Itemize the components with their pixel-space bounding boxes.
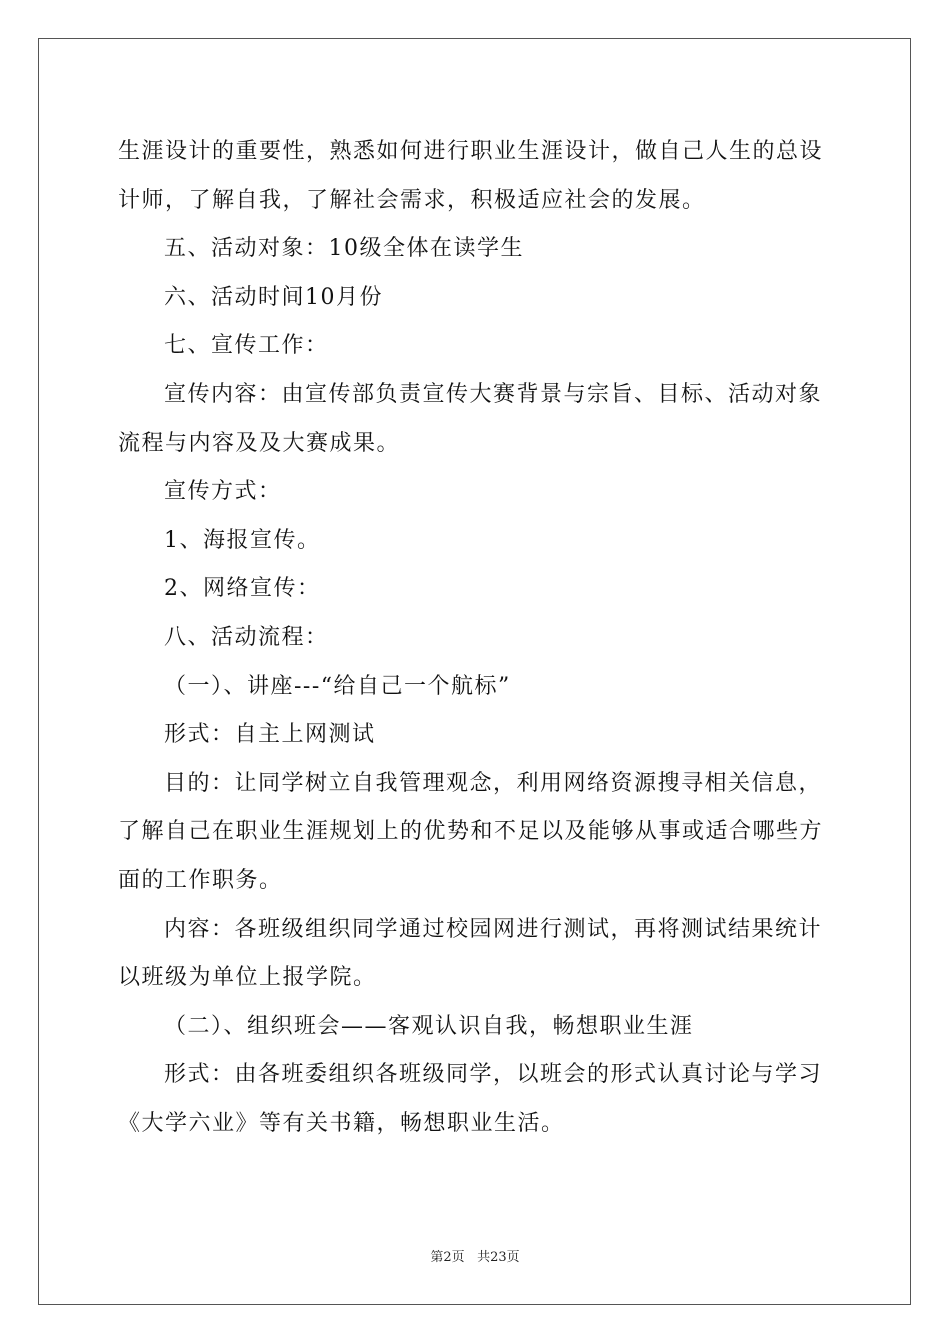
text-line: 形式：由各班委组织各班级同学，以班会的形式认真讨论与学习 [164, 1062, 823, 1088]
text-line: 生涯设计的重要性，熟悉如何进行职业生涯设计，做自己人生的总设 [118, 139, 824, 164]
text-line: 2、网络宣传： [164, 576, 321, 602]
text-line: 了解自己在职业生涯规划上的优势和不足以及能够从事或适合哪些方 [118, 819, 824, 845]
text-line: （一）、讲座---“给自己一个航标” [164, 673, 511, 699]
text-line: 形式：自主上网测试 [164, 722, 376, 748]
text-line: 宣传内容：由宣传部负责宣传大赛背景与宗旨、目标、活动对象 [164, 381, 823, 407]
text-line: 流程与内容及及大赛成果。 [118, 430, 401, 456]
text-line: 目的：让同学树立自我管理观念，利用网络资源搜寻相关信息， [164, 770, 823, 796]
page-total: 共23页 [477, 1250, 520, 1265]
text-line: 面的工作职务。 [118, 867, 283, 893]
text-line: 以班级为单位上报学院。 [118, 965, 377, 991]
page-number: 第2页 [430, 1250, 465, 1265]
text-line: 五、活动对象：10级全体在读学生 [164, 236, 524, 262]
text-line: 《大学六业》等有关书籍，畅想职业生活。 [118, 1110, 565, 1136]
text-line: 计师，了解自我，了解社会需求，积极适应社会的发展。 [118, 187, 706, 213]
text-line: 内容：各班级组织同学通过校园网进行测试，再将测试结果统计 [164, 916, 823, 942]
text-line: 七、宣传工作： [164, 333, 329, 359]
document-body [118, 128, 838, 1148]
page-footer [0, 1246, 950, 1265]
text-line: 八、活动流程： [164, 624, 329, 650]
text-line: （二）、组织班会——客观认识自我，畅想职业生涯 [164, 1013, 694, 1039]
text-line: 六、活动时间10月份 [164, 284, 383, 310]
text-line: 宣传方式： [164, 479, 282, 505]
text-line: 1、海报宣传。 [164, 527, 321, 553]
